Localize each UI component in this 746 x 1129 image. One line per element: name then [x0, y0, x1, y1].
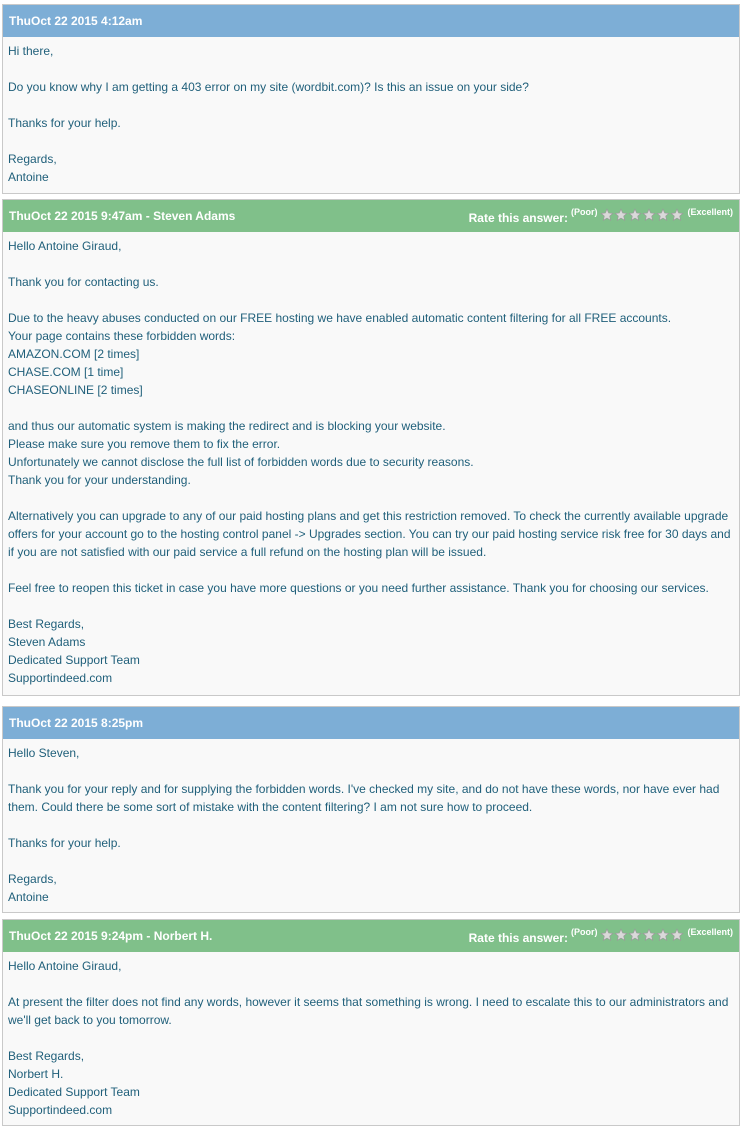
star-icon[interactable] [628, 928, 642, 942]
message-line: Best Regards, [8, 617, 85, 631]
message-line [8, 762, 734, 780]
message-line: Dedicated Support Team [8, 1085, 140, 1099]
message-line: Thank you for your reply and for supplying the forbidden words. I've checked my site, and do not have these words, nor have ever had them. Could there be some sort of mistake with the content filtering? I am not sure how to proceed. [8, 782, 720, 814]
star-icon[interactable] [614, 928, 628, 942]
rate-label: Rate this answer: [468, 931, 568, 945]
message-line: Hello Antoine Giraud, [8, 959, 122, 973]
message-line: Regards, [8, 872, 57, 886]
message-line: Supportindeed.com [8, 671, 113, 685]
rate-excellent-label: (Excellent) [687, 927, 733, 937]
message-line: Please make sure you remove them to fix the error. [8, 437, 281, 451]
message-line: Supportindeed.com [8, 1103, 113, 1117]
message-line: Hello Steven, [8, 746, 80, 760]
rate-poor-label: (Poor) [570, 927, 598, 937]
star-icon[interactable] [628, 208, 642, 222]
customer-message [2, 706, 740, 913]
star-icon[interactable] [670, 208, 684, 222]
message-line: Feel free to reopen this ticket in case you have more questions or you need further assistance. Thank you for choosing our services. [8, 581, 709, 595]
message-header [3, 707, 739, 739]
message-line: Antoine [8, 170, 49, 184]
message-line [8, 852, 734, 870]
message-line [8, 597, 734, 615]
message-line [8, 399, 734, 417]
staff-reply [2, 199, 740, 696]
message-header [3, 5, 739, 37]
rate-answer [469, 927, 733, 945]
message-line [8, 96, 734, 114]
message-line: Norbert H. [8, 1067, 64, 1081]
star-icon[interactable] [670, 928, 684, 942]
message-timestamp-author: ThuOct 22 2015 9:47am - Steven Adams [9, 209, 236, 223]
message-line: Alternatively you can upgrade to any of our paid hosting plans and get this restriction removed. To check the currently available upgrade offers for your account go to the hosting control panel -> Upgrades section. You can try our paid hosting service risk free for 30 days and if you are not satisfied with our paid service a full refund on the hosting plan will be issued. [8, 509, 731, 559]
message-line: At present the filter does not find any words, however it seems that something is wrong. I need to escalate this to our administrators and we'll get back to you tomorrow. [8, 995, 729, 1027]
message-timestamp-author: ThuOct 22 2015 8:25pm [9, 716, 144, 730]
star-icon[interactable] [656, 928, 670, 942]
message-line [8, 816, 734, 834]
message-body [3, 232, 739, 687]
message-line [8, 489, 734, 507]
message-line: Dedicated Support Team [8, 653, 140, 667]
message-line [8, 1029, 734, 1047]
message-line: Antoine [8, 890, 49, 904]
star-icon[interactable] [600, 208, 614, 222]
message-line: Do you know why I am getting a 403 error on my site (wordbit.com)? Is this an issue on your side? [8, 80, 529, 94]
message-line: CHASE.COM [1 time] [8, 365, 124, 379]
message-line: Regards, [8, 152, 57, 166]
star-icon[interactable] [656, 208, 670, 222]
message-body [3, 952, 739, 1119]
staff-reply [2, 919, 740, 1126]
message-line: Due to the heavy abuses conducted on our FREE hosting we have enabled automatic content filtering for all FREE accounts. [8, 311, 672, 325]
message-line [8, 60, 734, 78]
message-header [3, 920, 739, 952]
message-line [8, 561, 734, 579]
message-line: Hi there, [8, 44, 54, 58]
message-line: Thanks for your help. [8, 116, 121, 130]
customer-message [2, 4, 740, 194]
rate-answer [469, 207, 733, 225]
message-line [8, 975, 734, 993]
rate-poor-label: (Poor) [570, 207, 598, 217]
message-timestamp-author: ThuOct 22 2015 4:12am [9, 14, 143, 28]
star-icon[interactable] [614, 208, 628, 222]
message-body [3, 739, 739, 906]
star-rating[interactable] [600, 208, 684, 222]
message-line: Thanks for your help. [8, 836, 121, 850]
message-line: Thank you for your understanding. [8, 473, 191, 487]
message-line [8, 291, 734, 309]
message-line [8, 132, 734, 150]
message-line [8, 255, 734, 273]
message-line: Unfortunately we cannot disclose the full list of forbidden words due to security reasons. [8, 455, 474, 469]
message-timestamp-author: ThuOct 22 2015 9:24pm - Norbert H. [9, 929, 213, 943]
message-line: Hello Antoine Giraud, [8, 239, 122, 253]
message-line: Steven Adams [8, 635, 86, 649]
message-line: Your page contains these forbidden words: [8, 329, 236, 343]
message-header [3, 200, 739, 232]
star-icon[interactable] [642, 208, 656, 222]
star-icon[interactable] [600, 928, 614, 942]
rate-excellent-label: (Excellent) [687, 207, 733, 217]
message-line: CHASEONLINE [2 times] [8, 383, 143, 397]
star-icon[interactable] [642, 928, 656, 942]
message-line: Thank you for contacting us. [8, 275, 159, 289]
message-line: AMAZON.COM [2 times] [8, 347, 140, 361]
rate-label: Rate this answer: [468, 211, 568, 225]
message-line: and thus our automatic system is making the redirect and is blocking your website. [8, 419, 446, 433]
star-rating[interactable] [600, 928, 684, 942]
message-line: Best Regards, [8, 1049, 85, 1063]
message-body [3, 37, 739, 186]
